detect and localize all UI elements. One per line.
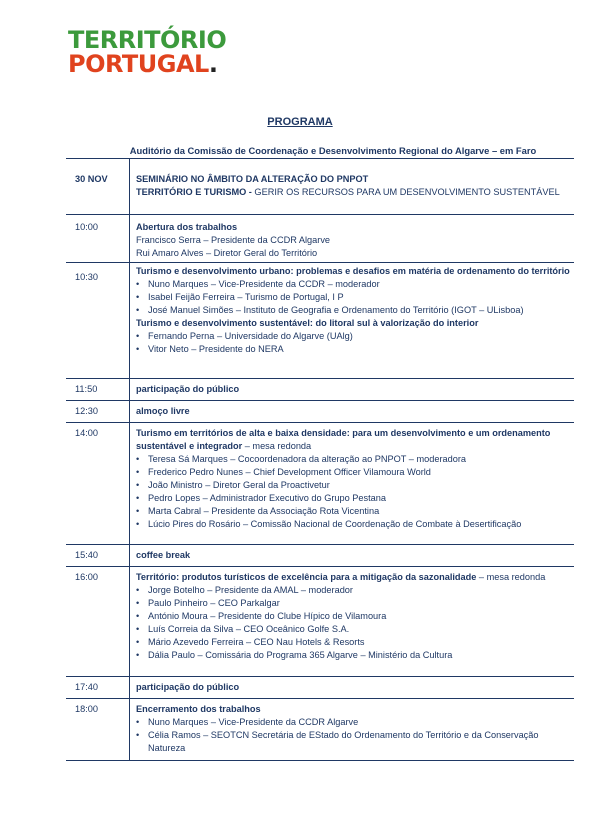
session-content [130,263,575,379]
speaker-list [136,453,570,531]
list-item: • João Ministro – Diretor Geral da Proactivetur [136,479,570,492]
list-item: • Fernando Perna – Universidade do Algarve (UAlg) [136,330,570,343]
list-item: • Jorge Botelho – Presidente da AMAL – moderador [136,584,570,597]
table-row [66,379,574,401]
table-row [66,567,574,677]
table-row [66,159,574,215]
session-heading: coffee break [130,545,575,567]
session-content [130,423,575,545]
session-time: 18:00 [66,699,130,761]
session-time: 11:50 [66,379,130,401]
list-item: • Luís Correia da Silva – CEO Oceânico Golfe S.A. [136,623,570,636]
table-row [66,263,574,379]
speaker-list [136,716,570,755]
session-heading: Encerramento dos trabalhos [136,704,261,714]
territorio-portugal-logo [68,28,226,76]
session-heading: almoço livre [130,401,575,423]
logo-line1: TERRITÓRIO [68,26,227,54]
list-item: • Nuno Marques – Vice-Presidente da CCDR – moderador [136,278,570,291]
logo-line2: PORTUGAL. [68,50,218,78]
session-time: 14:00 [66,423,130,545]
speaker-list [136,330,570,356]
program-table [66,158,574,761]
list-item: • Teresa Sá Marques – Cocoordenadora da alteração ao PNPOT – moderadora [136,453,570,466]
session-time: 10:00 [66,215,130,263]
list-item: • António Moura – Presidente do Clube Hípico de Vilamoura [136,610,570,623]
table-row [66,545,574,567]
table-row [66,423,574,545]
table-row [66,677,574,699]
session-heading: Território: produtos turísticos de excelência para a mitigação da sazonalidade – mesa redonda [136,572,546,582]
list-item: • Mário Azevedo Ferreira – CEO Nau Hotels & Resorts [136,636,570,649]
session-heading: Turismo em territórios de alta e baixa densidade: para um desenvolvimento e um ordenamento sustentável e integrador – mesa redonda [136,428,551,451]
table-row [66,401,574,423]
speaker-list [136,278,570,317]
list-item: • Paulo Pinheiro – CEO Parkalgar [136,597,570,610]
list-item: • Lúcio Pires do Rosário – Comissão Nacional de Coordenação de Combate à Desertificação [136,518,570,531]
list-item: • Vitor Neto – Presidente do NERA [136,343,570,356]
list-item: • Pedro Lopes – Administrador Executivo do Grupo Pestana [136,492,570,505]
session-content [130,215,575,263]
session-time: 17:40 [66,677,130,699]
seminar-subtitle: TERRITÓRIO E TURISMO - GERIR OS RECURSOS PARA UM DESENVOLVIMENTO SUSTENTÁVEL [136,187,560,197]
list-item: • Célia Ramos – SEOTCN Secretária de EStado do Ordenamento do Território e da Conservação Natureza [136,729,570,755]
list-item: • Marta Cabral – Presidente da Associação Rota Vicentina [136,505,570,518]
session-time: 10:30 [66,263,130,379]
speaker-line: Rui Amaro Alves – Diretor Geral do Território [136,248,318,258]
list-item: • Nuno Marques – Vice-Presidente da CCDR Algarve [136,716,570,729]
session-time: 12:30 [66,401,130,423]
session-heading: participação do público [130,379,575,401]
session-heading: Abertura dos trabalhos [136,222,238,232]
session-heading: participação do público [130,677,575,699]
speaker-list [136,584,570,662]
table-row [66,215,574,263]
list-item: • José Manuel Simões – Instituto de Geografia e Ordenamento do Território (IGOT – ULisboa) [136,304,570,317]
session-date: 30 NOV [66,159,130,215]
list-item: • Frederico Pedro Nunes – Chief Development Officer Vilamoura World [136,466,570,479]
venue: Auditório da Comissão de Coordenação e Desenvolvimento Regional do Algarve – em Faro [129,145,537,156]
session-time: 15:40 [66,545,130,567]
list-item: • Dália Paulo – Comissária do Programa 365 Algarve – Ministério da Cultura [136,649,570,662]
list-item: • Isabel Feijão Ferreira – Turismo de Portugal, I P [136,291,570,304]
session-content [130,699,575,761]
session-content [130,159,575,215]
session-content [130,567,575,677]
table-row [66,699,574,761]
session-heading: Turismo e desenvolvimento urbano: problemas e desafios em matéria de ordenamento do território [136,266,570,276]
seminar-title: SEMINÁRIO NO ÂMBITO DA ALTERAÇÃO DO PNPOT [136,174,369,184]
session-time: 16:00 [66,567,130,677]
speaker-line: Francisco Serra – Presidente da CCDR Algarve [136,235,331,245]
page-title: PROGRAMA [267,116,333,128]
session-heading: Turismo e desenvolvimento sustentável: do litoral sul à valorização do interior [136,318,479,328]
